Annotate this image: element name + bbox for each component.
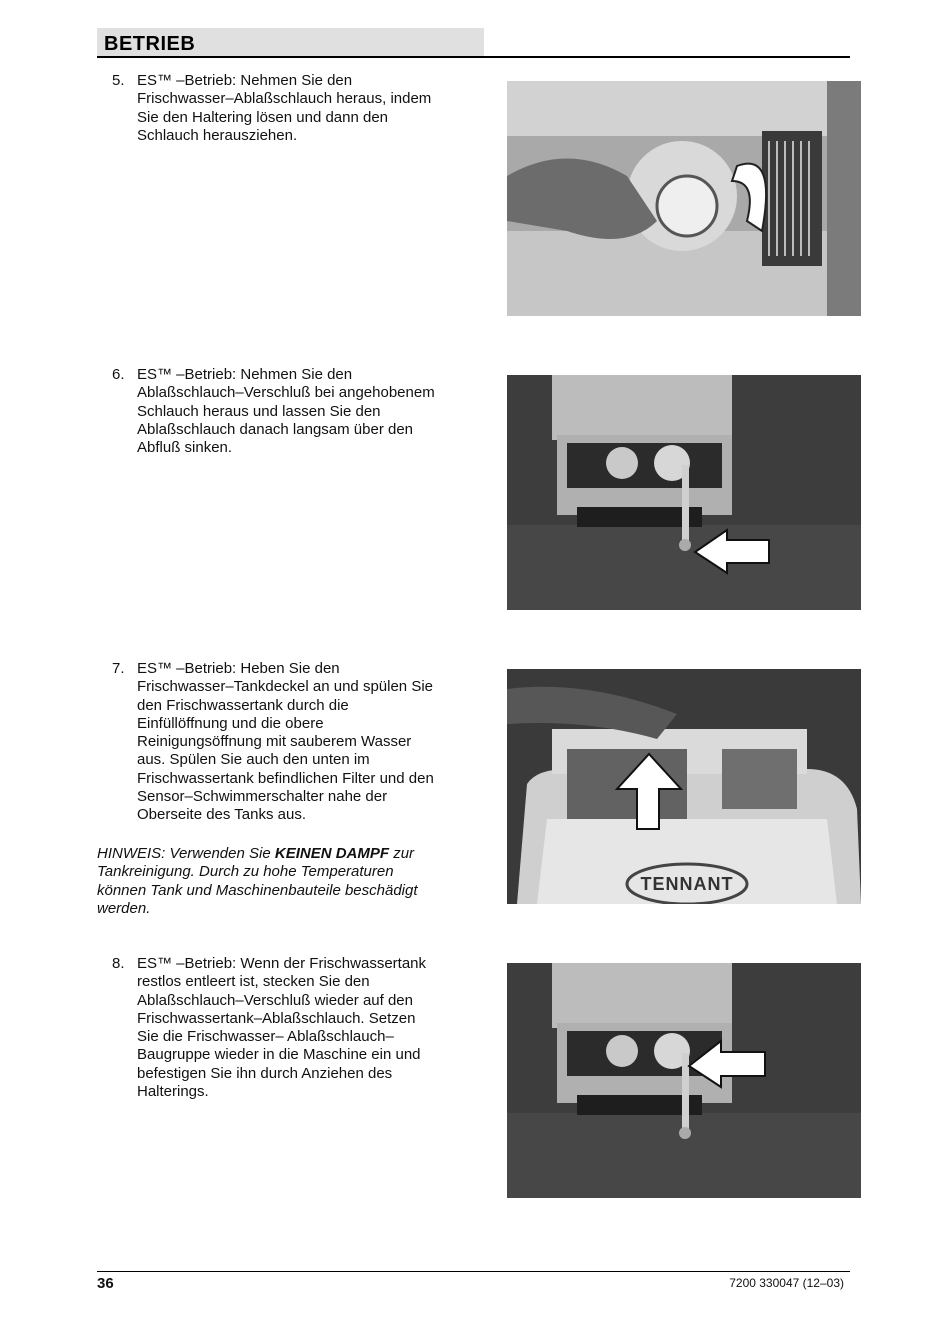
- step-line: den Frischwassertank durch die: [137, 696, 349, 714]
- step-line: aus. Spülen Sie auch den unten im: [137, 751, 370, 769]
- step-line: Baugruppe wieder in die Maschine ein und: [137, 1046, 421, 1064]
- step-line: Frischwassertank befindlichen Filter und den: [137, 769, 434, 787]
- note-prefix: HINWEIS: Verwenden Sie: [97, 845, 275, 862]
- step-line: Oberseite des Tanks aus.: [137, 806, 306, 824]
- step-text: [137, 72, 487, 145]
- step-line: Ablaßschlauch–Verschluß bei angehobenem: [137, 384, 435, 402]
- note-suffix: zur: [389, 845, 415, 862]
- step-line: Reinigungsöffnung mit sauberem Wasser: [137, 733, 412, 751]
- note-hinweis: [97, 845, 487, 918]
- page-number: 36: [97, 1275, 114, 1292]
- step-line: Ablaßschlauch danach langsam über den: [137, 420, 414, 438]
- step-line: ES™ –Betrieb: Nehmen Sie den: [137, 366, 353, 383]
- note-line: Tankreinigung. Durch zu hohe Temperaturen: [97, 863, 394, 881]
- photo-step-8: [507, 963, 861, 1198]
- photo-step-6: [507, 375, 861, 610]
- step-line: Frischwasser–Ablaßschlauch heraus, indem: [137, 90, 432, 108]
- step-text: [137, 366, 487, 457]
- photo-step-7: [507, 669, 861, 904]
- step-text: [137, 660, 487, 825]
- tennant-logo: TENNANT: [640, 874, 734, 894]
- step-line: restlos entleert ist, stecken Sie den: [137, 973, 370, 991]
- document-code: 7200 330047 (12–03): [729, 1276, 844, 1290]
- step-line: Schlauch heraus und lassen Sie den: [137, 402, 381, 420]
- step-line: Ablaßschlauch–Verschluß wieder auf den: [137, 991, 413, 1009]
- step-line: Sie die Frischwasser– Ablaßschlauch–: [137, 1028, 394, 1046]
- step-line: Frischwassertank–Ablaßschlauch. Setzen: [137, 1009, 416, 1027]
- note-line: werden.: [97, 899, 151, 917]
- note-line: können Tank und Maschinenbauteile beschädigt: [97, 881, 418, 899]
- step-line: Sie den Haltering lösen und dann den: [137, 108, 389, 126]
- step-line: ES™ –Betrieb: Heben Sie den: [137, 660, 340, 677]
- step-number: 6.: [112, 366, 125, 383]
- step-line: befestigen Sie ihn durch Anziehen des: [137, 1064, 393, 1082]
- photo-step-5: [507, 81, 861, 316]
- step-line: ES™ –Betrieb: Wenn der Frischwassertank: [137, 955, 427, 972]
- step-line: Halterings.: [137, 1083, 209, 1101]
- step-line: Sensor–Schwimmerschalter nahe der: [137, 788, 388, 806]
- section-title: BETRIEB: [104, 33, 196, 55]
- note-line: [97, 845, 487, 863]
- step-line: Einfüllöffnung und die obere: [137, 714, 324, 732]
- step-number: 7.: [112, 660, 125, 677]
- step-number: 8.: [112, 955, 125, 972]
- step-line: Abfluß sinken.: [137, 439, 233, 457]
- step-text: [137, 955, 487, 1101]
- header-rule: [97, 56, 850, 58]
- step-line: Schlauch herausziehen.: [137, 126, 298, 144]
- note-emphasis: KEINEN DAMPF: [274, 845, 390, 862]
- step-line: Frischwasser–Tankdeckel an und spülen Sie: [137, 678, 433, 696]
- footer-rule: [97, 1271, 850, 1272]
- step-line: ES™ –Betrieb: Nehmen Sie den: [137, 72, 353, 89]
- step-number: 5.: [112, 72, 125, 89]
